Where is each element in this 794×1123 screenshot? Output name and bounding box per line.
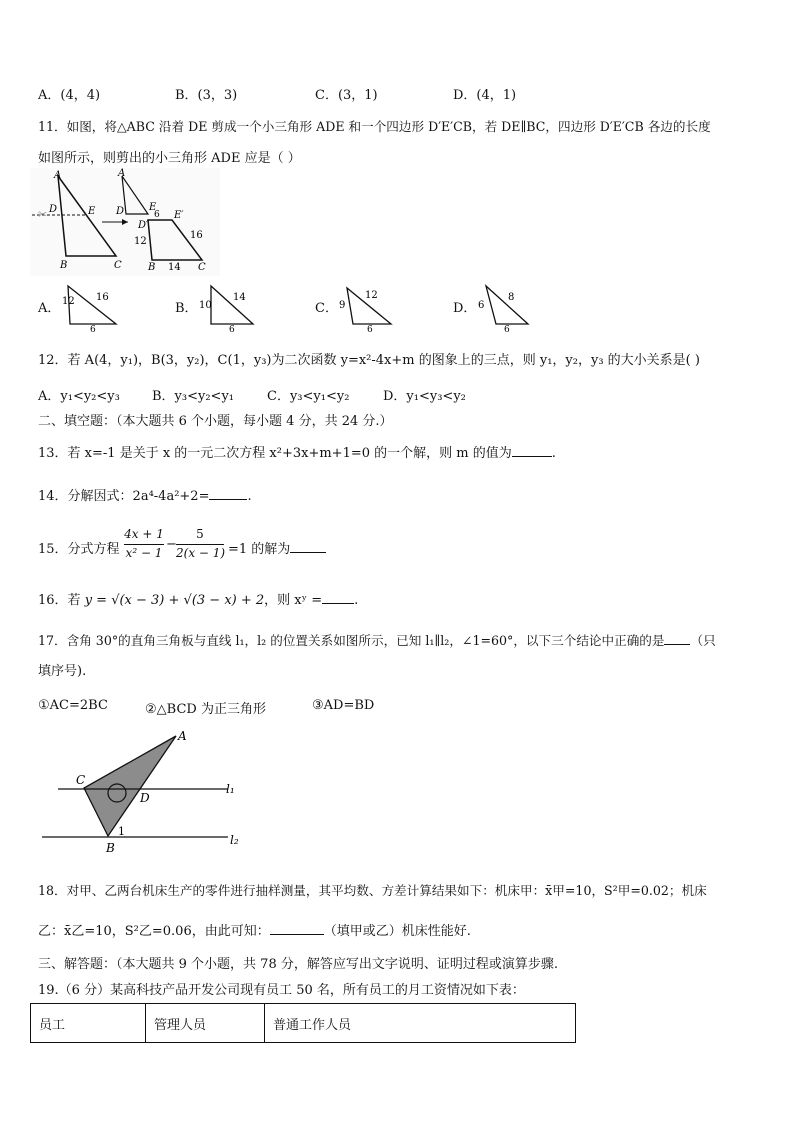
question-14: 14．分解因式：2a⁴-4a²+2= . — [38, 489, 252, 504]
label-c2: C — [198, 262, 206, 273]
fraction-2-denominator: 2(x − 1) — [176, 546, 226, 560]
length-14: 14 — [168, 262, 181, 273]
svg-text:16: 16 — [96, 292, 109, 303]
q12-option-d: D．y₁<y₃<y₂ — [383, 389, 466, 404]
table-header-cell: 管理人员 — [146, 1004, 265, 1043]
svg-text:14: 14 — [233, 292, 246, 303]
fraction-1-denominator: x² − 1 — [125, 546, 163, 560]
question-11-line1: 11．如图，将△ABC 沿着 DE 剪成一个小三角形 ADE 和一个四边形 D′E′CB，若 DE∥BC，四边形 D′E′CB 各边的长度 — [38, 119, 711, 134]
option-a: A．(4，4) — [38, 88, 101, 103]
q11-option-a-triangle — [60, 280, 122, 332]
q16-expression: y = √(x − 3) + √(3 − x) + 2 — [84, 593, 265, 608]
svg-text:6: 6 — [229, 325, 235, 332]
q11-option-b-letter: B． — [175, 301, 198, 316]
question-17-line2: 填序号). — [38, 664, 87, 679]
q17-choice-1: ①AC=2BC — [38, 698, 108, 713]
question-18-line1: 18．对甲、乙两台机床生产的零件进行抽样测量，其平均数、方差计算结果如下：机床甲：x̄甲=10，S²甲=0.02；机床 — [38, 883, 707, 898]
label-e: E — [88, 206, 96, 217]
fig17-label-b: B — [106, 841, 115, 855]
label-d-prime: D′ — [138, 220, 149, 231]
set-square — [84, 736, 176, 836]
label-e2: E — [149, 202, 157, 213]
label-a2: A — [118, 168, 126, 179]
svg-text:9: 9 — [339, 300, 346, 311]
fig17-label-d: D — [140, 791, 150, 805]
svg-text:12: 12 — [365, 290, 378, 301]
svg-text:6: 6 — [90, 325, 96, 332]
section-solve-title: 三、解答题：（本大题共 9 个小题，共 78 分，解答应写出文字说明、证明过程或演算步骤. — [38, 957, 558, 972]
question-12: 12．若 A(4，y₁)，B(3，y₂)，C(1，y₃)为二次函数 y=x²-4x+m 的图象上的三点，则 y₁，y₂，y₃ 的大小关系是( ) — [38, 353, 700, 368]
table-header-cell: 普通工作人员 — [265, 1004, 576, 1043]
label-c: C — [114, 260, 122, 271]
option-c: C．(3，1) — [315, 88, 378, 103]
question-13: 13．若 x=-1 是关于 x 的一元二次方程 x²+3x+m+1=0 的一个解，则 m 的值为 . — [38, 446, 556, 461]
answer-blank-17[interactable] — [664, 644, 690, 645]
table-row — [31, 1004, 576, 1043]
q11-option-c-triangle — [337, 280, 395, 332]
option-b: B．(3，3) — [175, 88, 238, 103]
fig17-label-l1: l₁ — [226, 782, 235, 796]
salary-table — [30, 1003, 576, 1043]
q11-option-d-letter: D． — [453, 301, 477, 316]
fig17-label-l2: l₂ — [230, 833, 239, 847]
q12-option-b: B．y₃<y₂<y₁ — [152, 389, 235, 404]
option-d: D．(4，1) — [453, 88, 517, 103]
q11-option-d-triangle — [474, 280, 532, 332]
question-11-line2: 如图所示，则剪出的小三角形 ADE 应是（ ） — [38, 151, 301, 166]
answer-blank-18[interactable] — [270, 934, 324, 935]
answer-blank-13[interactable] — [512, 456, 552, 457]
svg-text:6: 6 — [478, 300, 485, 311]
answer-blank-14[interactable] — [209, 499, 247, 500]
q12-option-c: C．y₃<y₁<y₂ — [267, 389, 350, 404]
label-b: B — [60, 260, 68, 271]
q11-option-c-letter: C． — [315, 301, 338, 316]
q11-option-b-triangle — [197, 280, 257, 332]
question-11-figure — [30, 168, 220, 276]
svg-text:8: 8 — [508, 292, 515, 303]
question-16: 16．若 y = √(x − 3) + √(3 − x) + 2，则 xʸ = . — [38, 593, 359, 608]
svg-text:6: 6 — [367, 325, 373, 332]
table-header-cell: 员工 — [31, 1004, 146, 1043]
question-19: 19.（6 分）某高科技产品开发公司现有员工 50 名，所有员工的月工资情况如下表： — [38, 983, 525, 998]
label-a: A — [54, 170, 62, 181]
fraction-1-numerator: 4x + 1 — [124, 527, 164, 541]
q11-option-a-letter: A． — [38, 301, 61, 316]
q12-option-a: A．y₁<y₂<y₃ — [38, 389, 120, 404]
label-b2: B — [148, 262, 156, 273]
fig17-label-c: C — [76, 773, 86, 787]
q17-choice-3: ③AD=BD — [312, 698, 375, 713]
fraction-2-numerator: 5 — [196, 527, 204, 541]
answer-blank-16[interactable] — [322, 603, 354, 604]
question-17-figure — [38, 726, 258, 856]
svg-text:6: 6 — [504, 325, 510, 332]
fig17-angle-1: 1 — [118, 825, 125, 838]
length-16: 16 — [190, 230, 203, 241]
answer-blank-15[interactable] — [290, 538, 326, 553]
length-6: 6 — [154, 210, 160, 220]
question-17-line1: 17．含角 30°的直角三角板与直线 l₁，l₂ 的位置关系如图所示，已知 l₁∥l₂，∠1=60°，以下三个结论中正确的是 （只 — [38, 633, 716, 648]
svg-text:12: 12 — [62, 296, 75, 307]
label-e-prime: E′ — [174, 210, 184, 221]
q17-choice-2: ②△BCD 为正三角形 — [145, 702, 266, 717]
section-fill-in-title: 二、填空题：（本大题共 6 个小题，每小题 4 分，共 24 分.） — [38, 414, 393, 429]
fig17-label-a: A — [178, 729, 187, 743]
length-12: 12 — [134, 236, 147, 247]
question-18-line2: 乙：x̄乙=10，S²乙=0.06，由此可知： （填甲或乙）机床性能好. — [38, 924, 471, 939]
scissors-icon: ✂ — [38, 208, 48, 221]
label-d: D — [49, 204, 58, 215]
label-d2: D — [116, 206, 125, 217]
svg-text:10: 10 — [199, 300, 212, 311]
